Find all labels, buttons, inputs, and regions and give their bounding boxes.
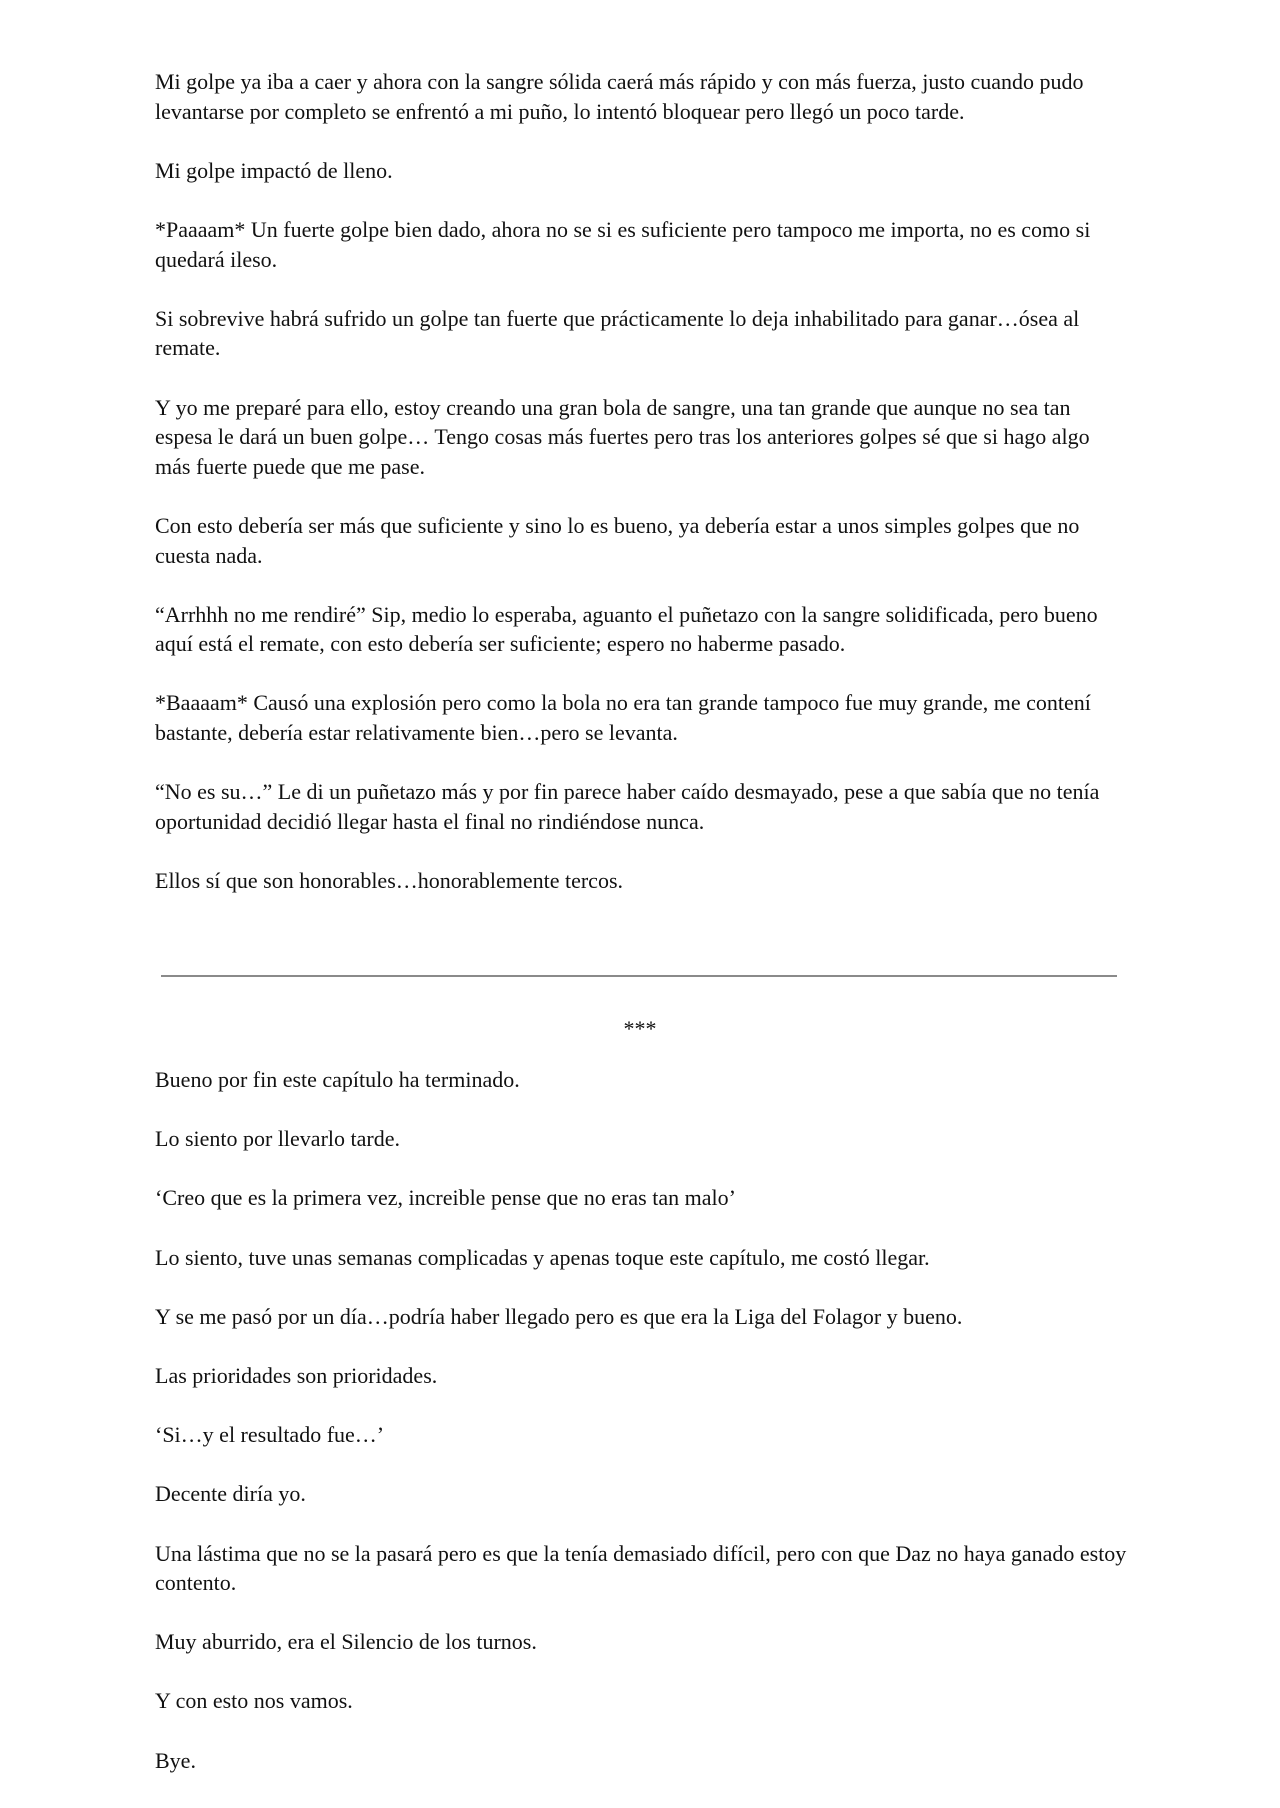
- story-paragraph: Con esto debería ser más que suficiente y sino lo es bueno, ya debería estar a unos simples golpes que no cuesta nada.: [155, 512, 1080, 568]
- story-paragraph: Si sobrevive habrá sufrido un golpe tan fuerte que prácticamente lo deja inhabilitado para ganar…ósea al remate.: [155, 305, 1080, 361]
- note-paragraph: Una lástima que no se la pasará pero es que la tenía demasiado difícil, pero con que Daz no haya ganado estoy contento.: [155, 1540, 1127, 1596]
- story-paragraph: *Paaaam* Un fuerte golpe bien dado, ahora no se si es suficiente pero tampoco me importa, no es como si quedará ileso.: [155, 216, 1091, 272]
- note-paragraph: Decente diría yo.: [155, 1481, 306, 1507]
- note-paragraph: Bye.: [155, 1747, 196, 1773]
- note-paragraph: Bueno por fin este capítulo ha terminado.: [155, 1067, 520, 1092]
- story-paragraph: *Baaaam* Causó una explosión pero como la bola no era tan grande tampoco fue muy grande, me contení bastante, debería estar relativamente bien…pero se levanta.: [155, 690, 1091, 746]
- story-paragraph: Ellos sí que son honorables…honorablemente tercos.: [155, 868, 624, 894]
- note-paragraph: Las prioridades son prioridades.: [155, 1362, 438, 1388]
- author-note: [155, 1065, 1130, 1805]
- note-paragraph: Y con esto nos vamos.: [155, 1688, 353, 1714]
- story-paragraph: “Arrhhh no me rendiré” Sip, medio lo esperaba, aguanto el puñetazo con la sangre solidificada, pero bueno aquí está el remate, con esto debería ser suficiente; espero no haberme pasado.: [155, 601, 1098, 657]
- horizontal-divider: [161, 975, 1117, 977]
- note-paragraph: ‘Si…y el resultado fue…’: [155, 1422, 385, 1448]
- section-break-stars: ***: [623, 1016, 657, 1041]
- story-paragraph: “No es su…” Le di un puñetazo más y por fin parece haber caído desmayado, pese a que sabía que no tenía oportunidad decidió llegar hasta el final no rindiéndose nunca.: [155, 779, 1100, 834]
- note-paragraph: Muy aburrido, era el Silencio de los turnos.: [155, 1629, 537, 1655]
- story-paragraph: Y yo me preparé para ello, estoy creando una gran bola de sangre, una tan grande que aunque no sea tan espesa le dará un buen golpe… Tengo cosas más fuertes pero tras los anteriores golpes sé que si hago algo más fuerte puede que me pase.: [155, 394, 1090, 479]
- note-paragraph: Y se me pasó por un día…podría haber llegado pero es que era la Liga del Folagor y bueno.: [155, 1303, 963, 1329]
- story-paragraph: Mi golpe impactó de lleno.: [155, 157, 393, 183]
- note-paragraph: ‘Creo que es la primera vez, increible pense que no eras tan malo’: [155, 1185, 736, 1211]
- note-paragraph: Lo siento por llevarlo tarde.: [155, 1126, 400, 1152]
- story-paragraph: Mi golpe ya iba a caer y ahora con la sangre sólida caerá más rápido y con más fuerza, justo cuando pudo levantarse por completo se enfrentó a mi puño, lo intentó bloquear pero llegó un poco tarde.: [155, 69, 1084, 124]
- note-paragraph: Lo siento, tuve unas semanas complicadas y apenas toque este capítulo, me costó llegar.: [155, 1244, 930, 1270]
- story-text: [155, 67, 1130, 925]
